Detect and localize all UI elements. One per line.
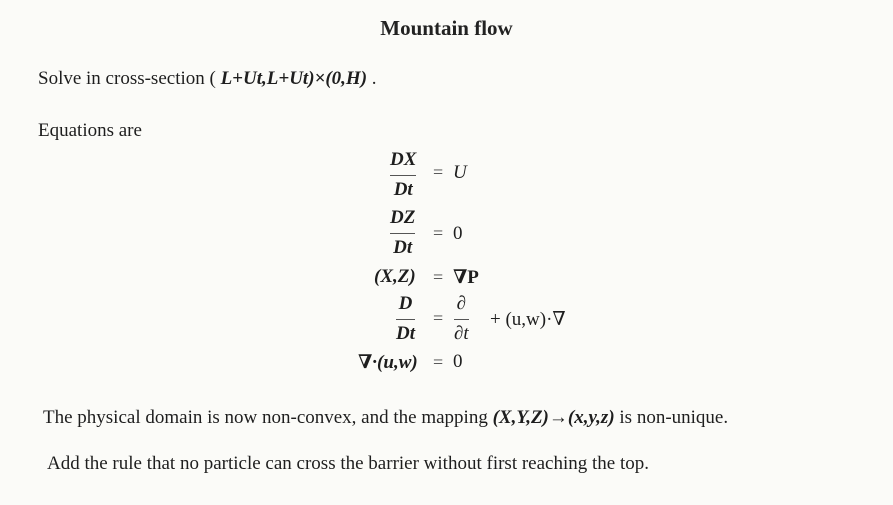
equals-sign: =	[433, 308, 444, 328]
equals-sign: =	[433, 352, 444, 372]
fraction-denominator: Dt	[396, 323, 415, 344]
fraction-dz-dt	[390, 206, 415, 260]
equations-label: Equations are	[38, 120, 142, 141]
fraction-denominator: Dt	[393, 179, 413, 200]
intro-prefix: Solve in cross-section (	[38, 68, 216, 89]
fraction-denominator: Dt	[393, 237, 413, 258]
intro-suffix: .	[367, 68, 377, 89]
intro-expression: L+Ut,L+Ut)×(0,H)	[215, 68, 368, 89]
fraction-dx-dt	[390, 148, 416, 202]
fraction-numerator: DX	[390, 149, 417, 170]
fraction-partial-t	[454, 292, 469, 346]
page-title: Mountain flow	[380, 16, 513, 40]
fraction-bar	[390, 233, 415, 234]
equation-lhs: ∇·(u,w)	[358, 352, 418, 373]
fraction-numerator: D	[398, 293, 413, 314]
equation-rhs: + (u,w)·∇	[490, 309, 566, 330]
intro-line	[38, 68, 377, 90]
fraction-bar	[390, 175, 416, 176]
equation-rhs: 0	[453, 351, 463, 372]
fraction-bar	[454, 319, 469, 320]
equation-rhs: U	[453, 162, 467, 183]
equals-sign: =	[433, 223, 444, 243]
domain-statement-prefix: The physical domain is now non-convex, and the mapping	[43, 407, 493, 428]
fraction-bar	[396, 319, 415, 320]
equals-sign: =	[433, 162, 444, 182]
equals-sign: =	[433, 267, 444, 287]
mapping-expression: (X,Y,Z)→(x,y,z)	[492, 407, 615, 428]
equation-rhs: 0	[453, 223, 463, 244]
equation-rhs: ∇P	[453, 267, 479, 288]
equation-lhs: (X,Z)	[374, 266, 416, 287]
fraction-d-dt	[396, 292, 415, 346]
fraction-numerator: ∂	[456, 293, 467, 314]
domain-statement	[43, 407, 728, 429]
rule-statement: Add the rule that no particle can cross the barrier without first reaching the top.	[47, 453, 649, 474]
fraction-numerator: DZ	[390, 207, 416, 228]
domain-statement-suffix: is non-unique.	[614, 407, 729, 428]
equation-block	[340, 148, 640, 378]
fraction-denominator: ∂t	[454, 323, 469, 344]
